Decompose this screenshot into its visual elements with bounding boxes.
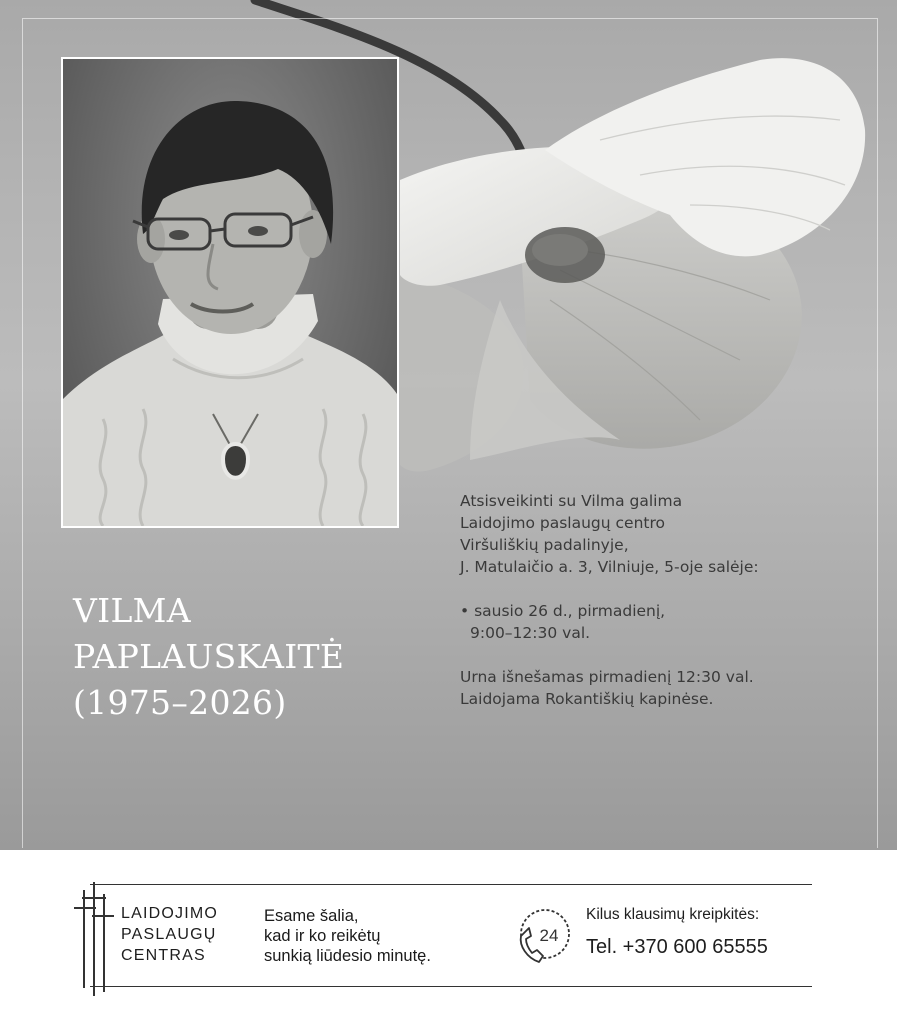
schedule-time: 9:00–12:30 val. <box>470 624 591 642</box>
deceased-name-block <box>73 588 344 726</box>
tagline-line: kad ir ko reikėtų <box>264 927 381 945</box>
portrait-photo <box>61 57 399 528</box>
farewell-details <box>460 490 759 710</box>
logo-line: PASLAUGŲ <box>121 926 217 943</box>
first-name: VILMA <box>73 591 191 630</box>
triple-cross-icon <box>72 880 116 998</box>
contact-label: Kilus klausimų kreipkitės: <box>586 906 760 923</box>
burial-info: Laidojama Rokantiškių kapinėse. <box>460 690 714 708</box>
schedule-date: • sausio 26 d., pirmadienį, <box>460 602 666 620</box>
footer-bottom-rule <box>90 986 812 987</box>
details-line: Laidojimo paslaugų centro <box>460 514 665 532</box>
life-years: (1975–2026) <box>73 683 287 722</box>
logo-line: CENTRAS <box>121 947 206 964</box>
phone-number[interactable]: Tel. +370 600 65555 <box>586 936 768 958</box>
details-address: J. Matulaičio a. 3, Vilniuje, 5-oje salėje: <box>460 558 759 576</box>
footer-top-rule <box>90 884 812 885</box>
phone-24-icon <box>513 906 573 966</box>
tagline-line: sunkią liūdesio minutę. <box>264 947 431 965</box>
urn-info: Urna išnešamas pirmadienį 12:30 val. <box>460 668 754 686</box>
tagline-line: Esame šalia, <box>264 907 359 925</box>
company-tagline <box>264 906 431 966</box>
details-line: Viršuliškių padalinyje, <box>460 536 629 554</box>
logo-line: LAIDOJIMO <box>121 905 219 922</box>
company-logo-text <box>121 903 218 966</box>
last-name: PAPLAUSKAITĖ <box>73 637 345 676</box>
phone-icon-label: 24 <box>539 926 559 945</box>
details-line: Atsisveikinti su Vilma galima <box>460 492 683 510</box>
